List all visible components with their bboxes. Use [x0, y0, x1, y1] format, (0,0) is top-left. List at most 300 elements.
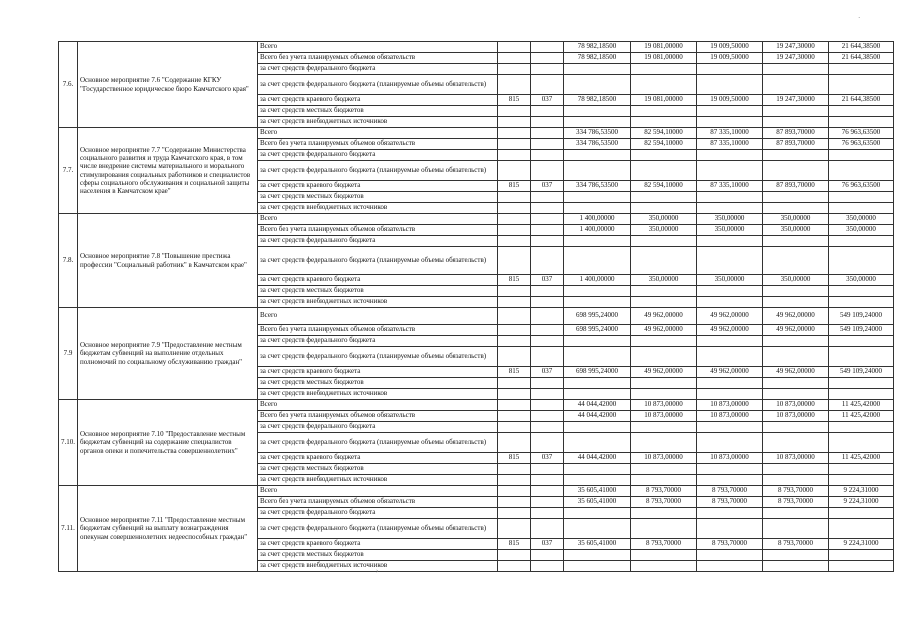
measure-description: Основное мероприятие 7.10 "Предоставление местным бюджетам субвенций на содержание специалистов органов опеки и попечительства совершеннолетних" [78, 400, 258, 486]
amount-total-cell [564, 336, 631, 347]
section-code [531, 53, 564, 64]
amount-year-cell: 87 893,70000 [763, 139, 829, 150]
section-code [531, 422, 564, 433]
section-code [531, 308, 564, 325]
section-code [531, 464, 564, 475]
amount-year-cell: 350,00000 [697, 275, 763, 286]
section-code [531, 150, 564, 161]
amount-total-cell: 698 995,24000 [564, 308, 631, 325]
page-mark-top: · [858, 14, 861, 22]
amount-year-cell: 350,00000 [829, 225, 894, 236]
funding-source-label: за счет средств федерального бюджета (планируемые объемы обязательств) [258, 347, 498, 367]
amount-year-cell [829, 550, 894, 561]
amount-year-cell [631, 464, 697, 475]
amount-year-cell [697, 75, 763, 95]
measure-description: Основное мероприятие 7.7 "Содержание Министерства социального развития и труда Камчатского края, в том числе внедрение системы материального и морального стимулирования социальных работников и специалистов сферы социального обслуживания и социальной защиты населения в Камчатском крае" [78, 128, 258, 214]
section-code [531, 75, 564, 95]
amount-year-cell [631, 161, 697, 181]
amount-year-cell: 8 793,70000 [697, 539, 763, 550]
amount-year-cell [697, 378, 763, 389]
grbs-code [498, 378, 531, 389]
amount-year-cell: 8 793,70000 [763, 497, 829, 508]
grbs-code [498, 286, 531, 297]
grbs-code [498, 117, 531, 128]
amount-year-cell: 82 594,10000 [631, 139, 697, 150]
section-code [531, 247, 564, 275]
amount-year-cell [697, 550, 763, 561]
amount-total-cell [564, 150, 631, 161]
funding-source-label: Всего [258, 42, 498, 53]
amount-year-cell [763, 378, 829, 389]
amount-total-cell: 698 995,24000 [564, 367, 631, 378]
amount-total-cell [564, 378, 631, 389]
section-code [531, 378, 564, 389]
measure-number: 7.7. [59, 128, 78, 214]
amount-year-cell: 350,00000 [697, 225, 763, 236]
amount-year-cell [697, 106, 763, 117]
amount-year-cell [631, 508, 697, 519]
amount-year-cell: 87 893,70000 [763, 181, 829, 192]
amount-year-cell [697, 203, 763, 214]
amount-total-cell [564, 236, 631, 247]
amount-year-cell: 76 963,63500 [829, 128, 894, 139]
amount-year-cell: 9 224,31000 [829, 539, 894, 550]
amount-total-cell [564, 519, 631, 539]
grbs-code [498, 347, 531, 367]
amount-year-cell [697, 508, 763, 519]
amount-total-cell: 1 400,00000 [564, 214, 631, 225]
amount-total-cell [564, 247, 631, 275]
grbs-code [498, 192, 531, 203]
measure-number: 7.9 [59, 308, 78, 400]
funding-source-label: Всего [258, 128, 498, 139]
amount-year-cell: 8 793,70000 [697, 497, 763, 508]
amount-year-cell: 49 962,00000 [631, 325, 697, 336]
grbs-code [498, 464, 531, 475]
funding-source-label: за счет средств краевого бюджета [258, 453, 498, 464]
amount-year-cell [763, 150, 829, 161]
amount-year-cell [829, 236, 894, 247]
amount-total-cell: 698 995,24000 [564, 325, 631, 336]
amount-year-cell [763, 464, 829, 475]
amount-year-cell [631, 203, 697, 214]
section-code [531, 561, 564, 572]
amount-year-cell [631, 550, 697, 561]
section-code [531, 347, 564, 367]
funding-source-label: за счет средств местных бюджетов [258, 286, 498, 297]
grbs-code [498, 297, 531, 308]
section-code: 037 [531, 367, 564, 378]
funding-source-label: за счет средств внебюджетных источников [258, 389, 498, 400]
amount-year-cell [763, 475, 829, 486]
grbs-code [498, 497, 531, 508]
amount-total-cell: 78 982,18500 [564, 53, 631, 64]
amount-total-cell [564, 561, 631, 572]
section-code: 037 [531, 539, 564, 550]
amount-year-cell: 19 009,50000 [697, 53, 763, 64]
amount-year-cell: 9 224,31000 [829, 486, 894, 497]
amount-year-cell [829, 150, 894, 161]
amount-year-cell: 49 962,00000 [697, 367, 763, 378]
amount-year-cell [829, 336, 894, 347]
amount-year-cell [697, 464, 763, 475]
amount-year-cell [829, 297, 894, 308]
amount-year-cell: 10 873,00000 [631, 411, 697, 422]
amount-year-cell [697, 150, 763, 161]
amount-year-cell [763, 106, 829, 117]
amount-year-cell: 549 109,24000 [829, 308, 894, 325]
amount-year-cell: 87 893,70000 [763, 128, 829, 139]
amount-year-cell: 19 247,30000 [763, 95, 829, 106]
section-code [531, 497, 564, 508]
amount-year-cell: 19 081,00000 [631, 53, 697, 64]
funding-source-label: за счет средств федерального бюджета [258, 236, 498, 247]
funding-source-label: за счет средств федерального бюджета [258, 64, 498, 75]
amount-year-cell [631, 247, 697, 275]
amount-total-cell: 334 786,53500 [564, 139, 631, 150]
section-code [531, 203, 564, 214]
section-code [531, 475, 564, 486]
grbs-code [498, 128, 531, 139]
section-code [531, 106, 564, 117]
section-code [531, 192, 564, 203]
amount-total-cell: 35 605,41000 [564, 539, 631, 550]
funding-source-label: за счет средств местных бюджетов [258, 106, 498, 117]
section-code [531, 42, 564, 53]
amount-year-cell [763, 247, 829, 275]
amount-total-cell: 44 044,42000 [564, 453, 631, 464]
grbs-code: 815 [498, 539, 531, 550]
amount-year-cell: 10 873,00000 [697, 453, 763, 464]
amount-year-cell [763, 422, 829, 433]
amount-year-cell [829, 561, 894, 572]
grbs-code [498, 203, 531, 214]
grbs-code: 815 [498, 95, 531, 106]
grbs-code [498, 433, 531, 453]
amount-year-cell: 19 247,30000 [763, 53, 829, 64]
section-code [531, 64, 564, 75]
amount-total-cell: 1 400,00000 [564, 275, 631, 286]
funding-source-label: за счет средств внебюджетных источников [258, 475, 498, 486]
amount-year-cell [697, 519, 763, 539]
amount-total-cell: 44 044,42000 [564, 411, 631, 422]
section-code [531, 225, 564, 236]
amount-year-cell: 21 644,38500 [829, 53, 894, 64]
grbs-code [498, 561, 531, 572]
amount-year-cell [763, 286, 829, 297]
amount-total-cell [564, 347, 631, 367]
amount-year-cell [697, 161, 763, 181]
amount-year-cell: 10 873,00000 [763, 400, 829, 411]
funding-source-label: Всего без учета планируемых объемов обязательств [258, 139, 498, 150]
amount-year-cell [631, 422, 697, 433]
section-code [531, 486, 564, 497]
funding-source-label: за счет средств краевого бюджета [258, 275, 498, 286]
amount-year-cell: 87 335,10000 [697, 181, 763, 192]
amount-year-cell [763, 236, 829, 247]
amount-year-cell: 350,00000 [763, 275, 829, 286]
amount-year-cell [829, 389, 894, 400]
grbs-code [498, 64, 531, 75]
amount-year-cell [697, 336, 763, 347]
page-mark-bottom: › [376, 567, 379, 575]
amount-year-cell [763, 561, 829, 572]
amount-year-cell [763, 64, 829, 75]
amount-year-cell: 19 009,50000 [697, 95, 763, 106]
section-code [531, 519, 564, 539]
amount-year-cell [763, 519, 829, 539]
section-code [531, 411, 564, 422]
measure-description: Основное мероприятие 7.8 "Повышение престижа профессии "Социальный работник" в Камчатском крае" [78, 214, 258, 308]
amount-total-cell [564, 475, 631, 486]
amount-total-cell [564, 161, 631, 181]
amount-year-cell [631, 389, 697, 400]
measure-number: 7.10. [59, 400, 78, 486]
table-row [59, 400, 894, 411]
table-row [59, 128, 894, 139]
section-code [531, 297, 564, 308]
amount-total-cell [564, 64, 631, 75]
grbs-code [498, 161, 531, 181]
amount-year-cell: 49 962,00000 [763, 308, 829, 325]
amount-total-cell [564, 422, 631, 433]
grbs-code: 815 [498, 367, 531, 378]
grbs-code [498, 214, 531, 225]
section-code [531, 325, 564, 336]
funding-source-label: за счет средств федерального бюджета (планируемые объемы обязательств) [258, 433, 498, 453]
amount-total-cell: 334 786,53500 [564, 181, 631, 192]
measure-description: Основное мероприятие 7.11 "Предоставление местным бюджетам субвенций на выплату вознаграждения опекунам совершеннолетних недееспособных граждан" [78, 486, 258, 572]
funding-source-label: за счет средств местных бюджетов [258, 192, 498, 203]
funding-source-label: Всего без учета планируемых объемов обязательств [258, 225, 498, 236]
amount-total-cell: 35 605,41000 [564, 497, 631, 508]
amount-year-cell: 350,00000 [763, 225, 829, 236]
section-code [531, 128, 564, 139]
amount-year-cell: 82 594,10000 [631, 181, 697, 192]
amount-year-cell [697, 561, 763, 572]
grbs-code [498, 550, 531, 561]
amount-year-cell [631, 236, 697, 247]
amount-total-cell [564, 203, 631, 214]
measure-number: 7.6. [59, 42, 78, 128]
grbs-code [498, 411, 531, 422]
amount-year-cell [829, 347, 894, 367]
amount-total-cell [564, 192, 631, 203]
funding-source-label: за счет средств местных бюджетов [258, 464, 498, 475]
amount-year-cell [763, 75, 829, 95]
section-code [531, 389, 564, 400]
grbs-code [498, 508, 531, 519]
amount-year-cell [829, 519, 894, 539]
amount-year-cell [631, 192, 697, 203]
amount-total-cell: 334 786,53500 [564, 128, 631, 139]
amount-year-cell [697, 286, 763, 297]
amount-year-cell [829, 161, 894, 181]
funding-source-label: за счет средств внебюджетных источников [258, 561, 498, 572]
amount-year-cell: 49 962,00000 [631, 367, 697, 378]
amount-year-cell: 11 425,42000 [829, 400, 894, 411]
funding-source-label: Всего [258, 486, 498, 497]
section-code: 037 [531, 95, 564, 106]
table-row [59, 308, 894, 325]
amount-year-cell [631, 336, 697, 347]
funding-source-label: за счет средств краевого бюджета [258, 367, 498, 378]
amount-year-cell: 82 594,10000 [631, 128, 697, 139]
funding-source-label: за счет средств внебюджетных источников [258, 203, 498, 214]
measure-number: 7.11. [59, 486, 78, 572]
amount-year-cell [697, 347, 763, 367]
amount-year-cell [763, 297, 829, 308]
amount-year-cell [697, 433, 763, 453]
table-row [59, 214, 894, 225]
funding-source-label: за счет средств внебюджетных источников [258, 297, 498, 308]
amount-year-cell [631, 475, 697, 486]
amount-year-cell: 10 873,00000 [697, 411, 763, 422]
grbs-code [498, 75, 531, 95]
amount-year-cell [829, 508, 894, 519]
funding-source-label: за счет средств краевого бюджета [258, 539, 498, 550]
amount-total-cell [564, 286, 631, 297]
grbs-code [498, 486, 531, 497]
section-code [531, 214, 564, 225]
grbs-code [498, 150, 531, 161]
amount-total-cell [564, 106, 631, 117]
section-code [531, 286, 564, 297]
amount-total-cell [564, 550, 631, 561]
amount-total-cell [564, 389, 631, 400]
amount-year-cell [631, 561, 697, 572]
amount-year-cell [697, 422, 763, 433]
funding-source-label: за счет средств краевого бюджета [258, 95, 498, 106]
amount-year-cell [763, 433, 829, 453]
amount-year-cell [631, 297, 697, 308]
grbs-code [498, 106, 531, 117]
section-code [531, 550, 564, 561]
amount-year-cell: 19 247,30000 [763, 42, 829, 53]
amount-year-cell: 350,00000 [763, 214, 829, 225]
amount-year-cell [829, 286, 894, 297]
amount-year-cell [697, 192, 763, 203]
grbs-code [498, 247, 531, 275]
section-code [531, 433, 564, 453]
grbs-code [498, 236, 531, 247]
amount-year-cell [631, 519, 697, 539]
section-code [531, 508, 564, 519]
funding-source-label: за счет средств федерального бюджета (планируемые объемы обязательств) [258, 161, 498, 181]
amount-year-cell [631, 347, 697, 367]
amount-year-cell: 8 793,70000 [631, 486, 697, 497]
amount-year-cell [763, 389, 829, 400]
funding-source-label: за счет средств федерального бюджета [258, 508, 498, 519]
funding-source-label: Всего [258, 400, 498, 411]
amount-year-cell: 350,00000 [631, 214, 697, 225]
amount-year-cell: 49 962,00000 [697, 308, 763, 325]
amount-year-cell [829, 422, 894, 433]
amount-year-cell [631, 378, 697, 389]
amount-year-cell: 87 335,10000 [697, 139, 763, 150]
section-code [531, 139, 564, 150]
amount-year-cell: 8 793,70000 [763, 486, 829, 497]
amount-year-cell [697, 117, 763, 128]
amount-year-cell [697, 64, 763, 75]
amount-year-cell [829, 247, 894, 275]
amount-year-cell: 350,00000 [631, 225, 697, 236]
amount-year-cell: 549 109,24000 [829, 325, 894, 336]
amount-year-cell [829, 117, 894, 128]
grbs-code [498, 308, 531, 325]
amount-year-cell [697, 297, 763, 308]
grbs-code [498, 389, 531, 400]
amount-year-cell: 11 425,42000 [829, 453, 894, 464]
amount-year-cell [829, 475, 894, 486]
amount-year-cell [697, 247, 763, 275]
grbs-code [498, 225, 531, 236]
section-code: 037 [531, 453, 564, 464]
amount-year-cell [829, 64, 894, 75]
amount-total-cell [564, 117, 631, 128]
grbs-code: 815 [498, 453, 531, 464]
amount-total-cell [564, 75, 631, 95]
amount-year-cell [697, 389, 763, 400]
funding-source-label: Всего без учета планируемых объемов обязательств [258, 325, 498, 336]
amount-year-cell: 10 873,00000 [763, 453, 829, 464]
amount-total-cell: 1 400,00000 [564, 225, 631, 236]
amount-year-cell [697, 475, 763, 486]
grbs-code: 815 [498, 275, 531, 286]
amount-year-cell: 350,00000 [631, 275, 697, 286]
table-row [59, 486, 894, 497]
funding-source-label: за счет средств федерального бюджета (планируемые объемы обязательств) [258, 75, 498, 95]
funding-source-label: за счет средств местных бюджетов [258, 378, 498, 389]
amount-year-cell: 10 873,00000 [631, 400, 697, 411]
amount-year-cell [763, 508, 829, 519]
amount-year-cell [829, 192, 894, 203]
amount-year-cell: 8 793,70000 [631, 497, 697, 508]
grbs-code [498, 475, 531, 486]
amount-year-cell [631, 433, 697, 453]
amount-year-cell: 8 793,70000 [697, 486, 763, 497]
amount-year-cell: 10 873,00000 [763, 411, 829, 422]
grbs-code [498, 336, 531, 347]
grbs-code: 815 [498, 181, 531, 192]
amount-year-cell [631, 150, 697, 161]
amount-year-cell [763, 203, 829, 214]
amount-year-cell: 350,00000 [697, 214, 763, 225]
funding-source-label: за счет средств федерального бюджета [258, 422, 498, 433]
amount-year-cell: 8 793,70000 [631, 539, 697, 550]
amount-year-cell [829, 75, 894, 95]
amount-total-cell [564, 464, 631, 475]
amount-total-cell: 35 605,41000 [564, 486, 631, 497]
amount-year-cell: 76 963,63500 [829, 181, 894, 192]
section-code: 037 [531, 181, 564, 192]
amount-year-cell: 19 081,00000 [631, 95, 697, 106]
grbs-code [498, 422, 531, 433]
amount-year-cell [763, 161, 829, 181]
amount-total-cell: 44 044,42000 [564, 400, 631, 411]
amount-year-cell [763, 550, 829, 561]
grbs-code [498, 325, 531, 336]
amount-year-cell [829, 203, 894, 214]
amount-year-cell: 350,00000 [829, 214, 894, 225]
amount-year-cell: 10 873,00000 [631, 453, 697, 464]
amount-year-cell [829, 106, 894, 117]
amount-year-cell [631, 117, 697, 128]
amount-total-cell [564, 297, 631, 308]
section-code [531, 400, 564, 411]
amount-year-cell: 19 081,00000 [631, 42, 697, 53]
section-code [531, 336, 564, 347]
